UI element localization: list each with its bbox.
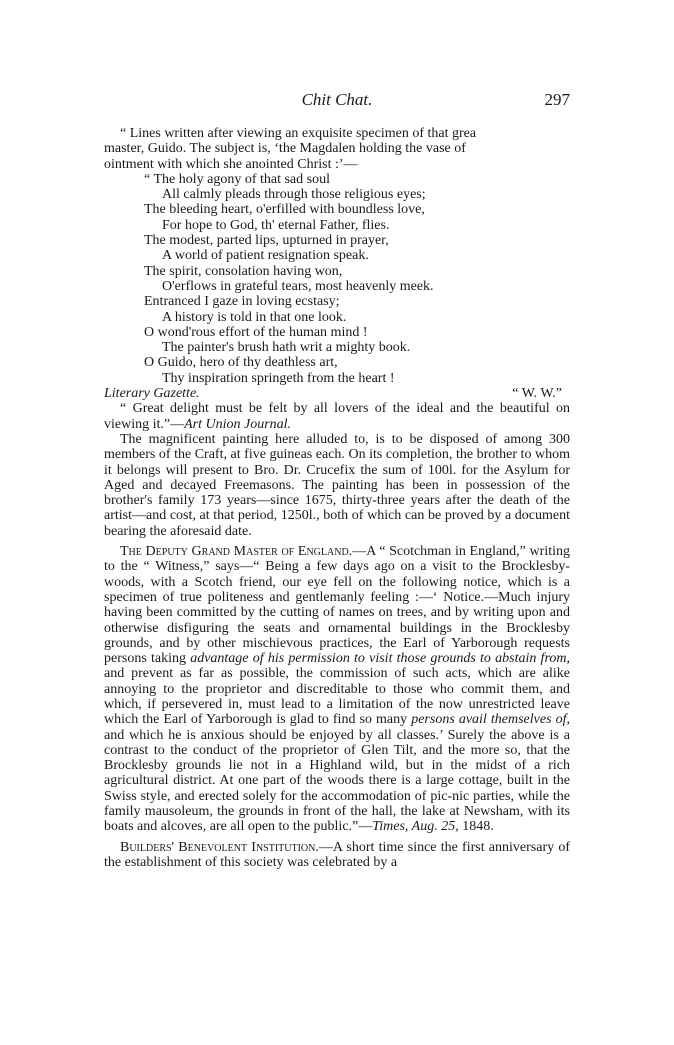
- page-number: 297: [544, 90, 570, 109]
- running-title: Chit Chat.: [301, 90, 373, 109]
- deputy-text: —A “ Scotchman in England,” writing to the “ Witness,” says—“ Being a few days ago on a visit to the Brocklesby-woods, with a Scotch friend, our eye fell on the following notice, which is a specimen of true politeness and gentlemanly feeling :—‘ Notice.—Much injury having been committed by the cutting of names on trees, and by writing upon and otherwise disfiguring the seats and ornamental buildings in the Brocklesby grounds, and by other mischievous practices, the Earl of Yarborough requests persons taking: [104, 544, 570, 667]
- art-union-source: Art Union Journal.: [184, 416, 292, 432]
- builders-text: —A short time since the first anniversary of the establishment of this society was celebrated by a: [104, 839, 570, 870]
- intro-line: ointment with which she anointed Christ :’—: [104, 156, 358, 172]
- page-body: [104, 126, 570, 870]
- deputy-italic-text: persons avail themselves of,: [411, 712, 570, 728]
- poem-line: All calmly pleads through those religious eyes;: [162, 187, 426, 203]
- intro-paragraph: [104, 126, 570, 172]
- poem-line: O'erflows in grateful tears, most heavenly meek.: [162, 278, 434, 294]
- art-union-quote: [104, 401, 570, 432]
- poem-line: The painter's brush hath writ a mighty book.: [162, 340, 411, 356]
- intro-line: master, Guido. The subject is, ‘the Magdalen holding the vase of: [104, 141, 466, 157]
- poem-attribution: [104, 386, 570, 401]
- poem-line: O wond'rous effort of the human mind !: [144, 324, 368, 340]
- poem-line: Thy inspiration springeth from the heart !: [162, 370, 395, 386]
- deputy-year: 1848.: [458, 819, 494, 835]
- page-header: [104, 90, 570, 110]
- deputy-grand-master-paragraph: [104, 544, 570, 835]
- art-union-text: “ Great delight must be felt by all lovers of the ideal and the beautiful on viewing it.”—: [104, 401, 570, 432]
- poem-line: The modest, parted lips, upturned in prayer,: [144, 233, 389, 249]
- poem-line: For hope to God, th' eternal Father, flies.: [162, 217, 390, 233]
- poem-line: “ The holy agony of that sad soul: [144, 171, 330, 187]
- deputy-text: and which he is anxious should be enjoyed by all classes.’ Surely the above is a contrast to the conduct of the proprietor of Glen Tilt, and the more so, that the Brocklesby grounds lie not in a Highland wild, but in the midst of a rich agricultural district. At one part of the woods there is a large cottage, built in the Swiss style, and erected solely for the accommodation of pic-nic parties, while the family mausoleum, the grounds in front of the hall, the lake at Newsham, with its boats and alcoves, are all open to the public.”—: [104, 727, 570, 835]
- builders-heading: Builders' Benevolent Institution.: [120, 839, 319, 855]
- intro-line: “ Lines written after viewing an exquisite specimen of that grea: [120, 126, 477, 141]
- deputy-italic-text: advantage of his permission to visit those grounds to abstain from,: [190, 651, 570, 667]
- deputy-text: and prevent as far as possible, the commission of such acts, which are alike annoying to the proprietor and discreditable to those who commit them, and which, if persevered in, must lead to a limitation of the now unrestricted leave which the Earl of Yarborough is glad to find so many: [104, 666, 570, 728]
- deputy-heading: The Deputy Grand Master of England.: [120, 544, 353, 560]
- poem-line: A world of patient resignation speak.: [162, 248, 369, 264]
- builders-paragraph: [104, 840, 570, 871]
- poem-line: The bleeding heart, o'erfilled with boundless love,: [144, 202, 425, 218]
- attribution-initials: “ W. W.”: [512, 386, 562, 402]
- poem-line: A history is told in that one look.: [162, 309, 347, 325]
- attribution-source: Literary Gazette.: [104, 386, 200, 402]
- poem-line: O Guido, hero of thy deathless art,: [144, 355, 338, 371]
- poem-line: The spirit, consolation having won,: [144, 263, 343, 279]
- poem: [144, 172, 570, 386]
- deputy-source: Times, Aug. 25,: [372, 819, 459, 835]
- painting-paragraph: The magnificent painting here alluded to, is to be disposed of among 300 members of the Craft, at five guineas each. On its completion, the brother to whom it belongs will present to Bro. Dr. Crucefix the sum of 100l. for the Asylum for Aged and decayed Freemasons. The painting has been in possession of the brother's family 173 years—since 1675, thirty-three years after the death of the artist—and cost, at that period, 1250l., both of which can be proved by a document bearing the aforesaid date.: [104, 431, 570, 539]
- poem-line: Entranced I gaze in loving ecstasy;: [144, 294, 340, 310]
